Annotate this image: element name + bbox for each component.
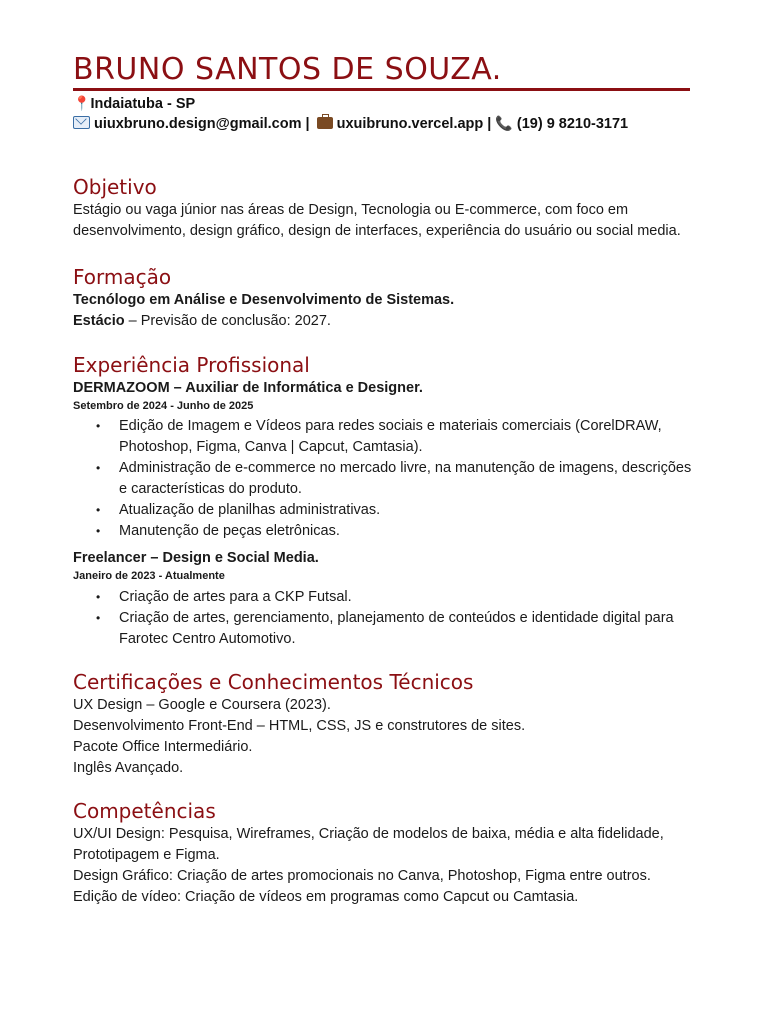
pin-icon: 📍	[73, 95, 91, 111]
section-title-objetivo: Objetivo	[73, 175, 157, 199]
candidate-name: BRUNO SANTOS DE SOUZA.	[73, 52, 502, 87]
certification-item: Pacote Office Intermediário.	[73, 739, 253, 755]
contact-separator-2: |	[483, 116, 496, 132]
institution-name: Estácio	[73, 313, 125, 329]
section-title-certificacoes: Certificações e Conhecimentos Técnicos	[73, 670, 474, 694]
contact-line	[73, 114, 695, 134]
job-entry	[73, 378, 695, 542]
competency-item: UX/UI Design: Pesquisa, Wireframes, Criação de modelos de baixa, média e alta fidelidade, Prototipagem e Figma.	[73, 826, 664, 863]
list-item: • Manutenção de peças eletrônicas.	[73, 521, 695, 542]
competency-item: Edição de vídeo: Criação de vídeos em programas como Capcut ou Camtasia.	[73, 889, 579, 905]
section-certificacoes	[73, 669, 695, 779]
job-period: Setembro de 2024 - Junho de 2025	[73, 400, 254, 412]
phone-icon: 📞	[495, 115, 513, 131]
certification-item: Inglês Avançado.	[73, 760, 184, 776]
section-title-experiencia: Experiência Profissional	[73, 353, 310, 377]
list-item: • Administração de e-commerce no mercado livre, na manutenção de imagens, descrições e características do produto.	[73, 458, 695, 500]
phone-number[interactable]: (19) 9 8210-3171	[516, 116, 629, 132]
certification-item: Desenvolvimento Front-End – HTML, CSS, JS e construtores de sites.	[73, 718, 526, 734]
competency-item: Design Gráfico: Criação de artes promocionais no Canva, Photoshop, Figma entre outros.	[73, 868, 651, 884]
job-duties	[73, 587, 695, 650]
objetivo-text: Estágio ou vaga júnior nas áreas de Design, Tecnologia ou E-commerce, com foco em desenvolvimento, design gráfico, design de interfaces, experiência do usuário ou social media.	[73, 202, 681, 239]
section-objetivo	[73, 174, 695, 242]
course-name: Tecnólogo em Análise e Desenvolvimento de Sistemas.	[73, 292, 455, 308]
email-link[interactable]: uiuxbruno.design@gmail.com	[94, 116, 302, 132]
job-entry	[73, 548, 695, 650]
section-title-competencias: Competências	[73, 799, 216, 823]
list-item: • Criação de artes para a CKP Futsal.	[73, 587, 695, 608]
job-role: Freelancer – Design e Social Media.	[73, 550, 319, 566]
certification-item: UX Design – Google e Coursera (2023).	[73, 697, 331, 713]
location-text: Indaiatuba - SP	[90, 96, 196, 112]
list-item: • Edição de Imagem e Vídeos para redes sociais e materiais comerciais (CorelDRAW, Photoshop, Figma, Canva | Capcut, Camtasia).	[73, 416, 695, 458]
education-detail	[73, 311, 695, 332]
section-formacao	[73, 264, 695, 332]
list-item: • Atualização de planilhas administrativas.	[73, 500, 695, 521]
contact-separator: |	[301, 116, 314, 132]
envelope-icon	[73, 116, 90, 129]
location-line	[73, 94, 695, 114]
section-competencias	[73, 798, 695, 908]
graduation-forecast: – Previsão de conclusão: 2027.	[124, 313, 331, 329]
job-period: Janeiro de 2023 - Atualmente	[73, 570, 225, 582]
section-experiencia	[73, 352, 695, 650]
website-link[interactable]: uxuibruno.vercel.app	[336, 116, 484, 132]
job-duties	[73, 416, 695, 542]
section-title-formacao: Formação	[73, 265, 172, 289]
resume-page	[73, 50, 695, 908]
briefcase-icon	[317, 117, 333, 129]
list-item: • Criação de artes, gerenciamento, planejamento de conteúdos e identidade digital para Farotec Centro Automotivo.	[73, 608, 695, 650]
job-role: DERMAZOOM – Auxiliar de Informática e Designer.	[73, 380, 423, 396]
